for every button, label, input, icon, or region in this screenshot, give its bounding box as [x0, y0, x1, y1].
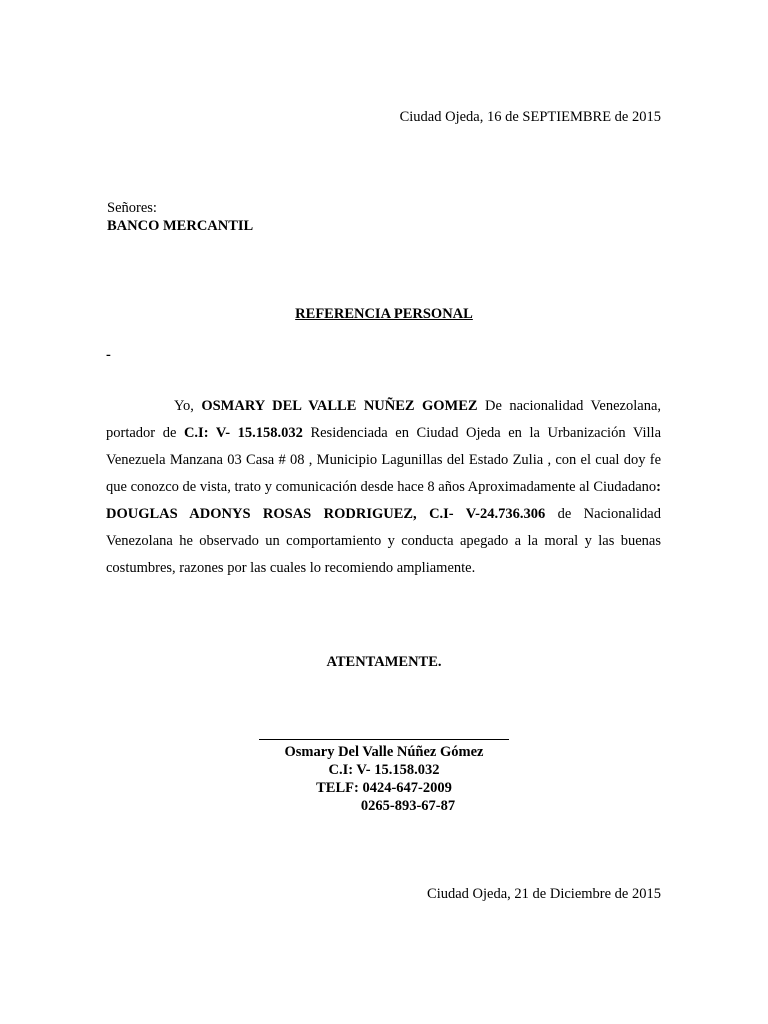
signature-block — [0, 743, 768, 815]
addressee-name: BANCO MERCANTIL — [107, 218, 254, 234]
body-text-2: De nacionalidad Venezolana, portador de — [106, 398, 662, 441]
dash-marker: - — [106, 347, 111, 363]
signer-phone-2: 0265-893-67-87 — [360, 798, 456, 814]
letter-body — [106, 393, 661, 582]
body-text-4: de Nacionalidad Venezolana he observado un comportamiento y conducta apegado a la moral y las buenas costumbres, razones por las cuales lo recomiendo ampliamente. — [106, 506, 661, 576]
author-id: C.I: V- 15.158.032 — [183, 425, 303, 441]
addressee-block — [107, 199, 253, 235]
salutation: Señores: — [107, 200, 157, 216]
referee-name-id: : DOUGLAS ADONYS ROSAS RODRIGUEZ, C.I- V-24.736.306 — [106, 479, 661, 522]
signature-line — [259, 739, 509, 740]
footer-date: Ciudad Ojeda, 21 de Diciembre de 2015 — [427, 886, 661, 902]
author-name: OSMARY DEL VALLE NUÑEZ GOMEZ — [201, 398, 478, 414]
signer-name: Osmary Del Valle Núñez Gómez — [284, 744, 484, 760]
letter-date: Ciudad Ojeda, 16 de SEPTIEMBRE de 2015 — [399, 109, 661, 125]
signer-phone-1: TELF: 0424-647-2009 — [316, 780, 452, 796]
body-text-1: Yo, — [174, 398, 202, 414]
signer-id: C.I: V- 15.158.032 — [328, 762, 440, 778]
body-text-3: Residenciada en Ciudad Ojeda en la Urbanización Villa Venezuela Manzana 03 Casa # 08 , Municipio Lagunillas del Estado Zulia , con el cual doy fe que conozco de vista, trato y comunicación desde hace 8 años Aproximadamente al Ciudadano — [106, 425, 662, 495]
letter-subject: REFERENCIA PERSONAL — [295, 306, 473, 322]
closing: ATENTAMENTE. — [326, 654, 442, 670]
